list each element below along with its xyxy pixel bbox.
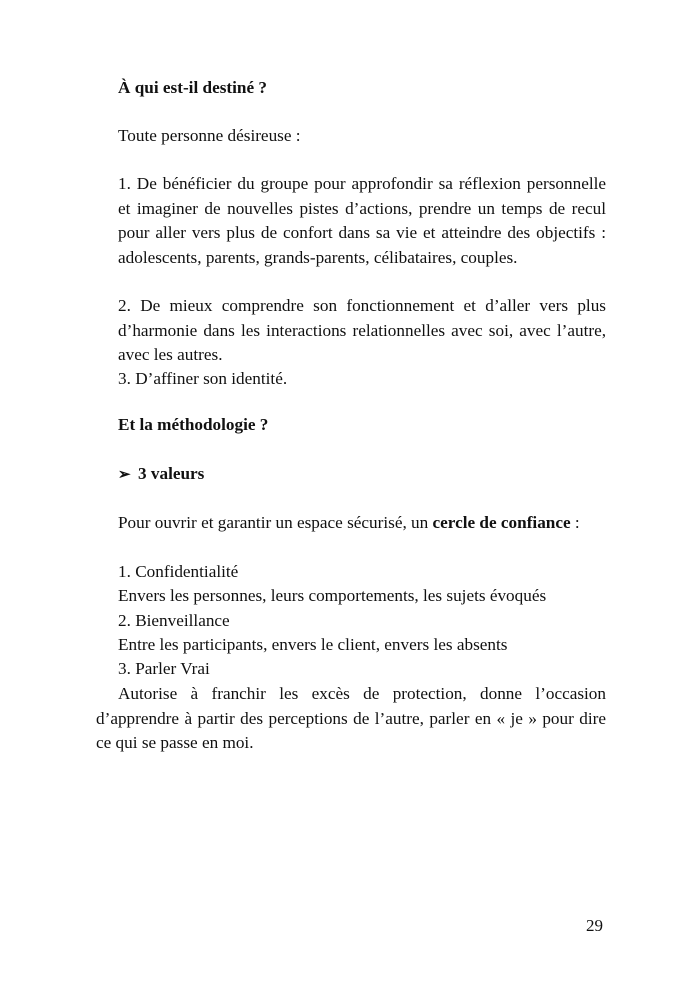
audience-item-3: 3. D’affiner son identité. (118, 369, 288, 388)
page-number: 29 (586, 916, 603, 935)
section-title-methodology: Et la méthodologie ? (118, 415, 269, 434)
value-2-text: Entre les participants, envers le client, envers les absents (118, 635, 508, 654)
audience-intro: Toute personne désireuse : (118, 126, 301, 145)
value-2-title: 2. Bienveillance (118, 611, 230, 630)
value-3-text: Autorise à franchir les excès de protection, donne l’occasion d’apprendre à partir des perceptions de l’autre, parler en « je » pour dire ce qui se passe en moi. (96, 684, 606, 752)
subsection-values (118, 462, 606, 488)
arrow-bullet-icon: ➢ (118, 467, 131, 483)
value-3-title: 3. Parler Vrai (118, 659, 210, 678)
values-intro-text: Pour ouvrir et garantir un espace sécurisé, un (118, 513, 433, 532)
subsection-values-label: 3 valeurs (138, 464, 205, 483)
audience-item-1: 1. De bénéficier du groupe pour approfondir sa réflexion personnelle et imaginer de nouvelles pistes d’actions, prendre un temps de recul pour aller vers plus de confort dans sa vie et atteindre des objectifs : adolescents, parents, grands-parents, célibataires, couples. (118, 174, 606, 267)
values-intro-emphasis: cercle de confiance (432, 513, 571, 532)
value-1-text: Envers les personnes, leurs comportements, les sujets évoqués (118, 586, 547, 605)
values-intro (118, 511, 606, 536)
section-title-audience: À qui est-il destiné ? (118, 78, 267, 97)
value-1-title: 1. Confidentialité (118, 562, 239, 581)
audience-item-2: 2. De mieux comprendre son fonctionnement et d’aller vers plus d’harmonie dans les interactions relationnelles avec soi, avec l’autre, avec les autres. (118, 296, 606, 364)
values-intro-colon: : (570, 513, 580, 532)
